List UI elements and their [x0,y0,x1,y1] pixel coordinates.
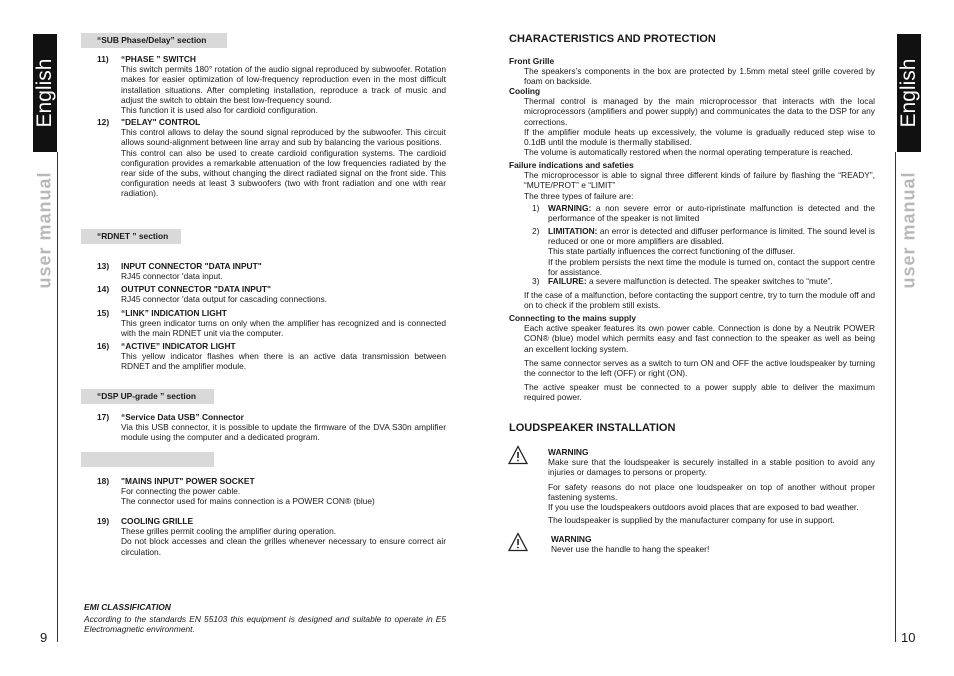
item-number: 15) [97,308,110,318]
warning-2-title: WARNING [551,534,592,544]
item-title: “Service Data USB” Connector [121,412,244,422]
cooling-text: Thermal control is managed by the main microprocessor that interacts with the local microprocessors (amplifiers and power supply) and communicates the data to the DSP for any corrections. [524,96,875,127]
characteristics-title: CHARACTERISTICS AND PROTECTION [509,33,716,45]
item-number: 18) [97,476,110,486]
warning-1-title: WARNING [548,447,589,457]
failure-desc: a severe malfunction is detected. The speaker switches to “mute”. [586,276,833,286]
failure-num: 1) [532,203,540,213]
item-number: 13) [97,261,110,271]
item-text: These grilles permit cooling the amplifier during operation. [121,526,337,537]
mains-text: Each active speaker features its own power cable. Connection is done by a Neutrik POWER CON® (blue) model which permits easy and fast connection to the speaker as well as being an excellent locking system. [524,323,875,354]
front-grille-title: Front Grille [509,56,555,66]
item-title: "DELAY" CONTROL [121,117,201,127]
failure-note [524,290,875,310]
item-text: The connector used for mains connection is a POWER CON® (blue) [121,496,375,507]
side-tab-title: English [897,58,920,128]
right-margin-rule [895,152,896,642]
section-dsp-upgrade: “DSP UP-grade ” section [81,389,214,404]
warning-1-text: For safety reasons do not place one loudspeaker on top of another without proper fastening systems. [548,481,875,502]
failure-desc: a non severe error or auto-ripristinate malfunction is detected and the performance of the speaker is not limited [548,203,875,224]
cooling-text: The volume is automatically restored when the normal operating temperature is reached. [524,147,853,158]
warning-2-block [551,534,875,554]
side-manual-label: user manual [898,171,919,289]
characteristics-section [509,34,875,44]
section-blank [81,452,214,467]
item-title: OUTPUT CONNECTOR "DATA INPUT" [121,284,271,294]
item-title: “PHASE ” SWITCH [121,54,196,64]
failure-label: LIMITATION: [548,226,598,236]
failure-item-3 [532,276,875,286]
failure-extra: If the problem persists the next time the module is turned on, contact the support centre for assistance. [548,256,875,277]
item-text: For connecting the power cable. [121,486,241,497]
emi-text: According to the standards EN 55103 this equipment is designed and suitable to operate in E5 Electromagnetic environment. [84,614,446,635]
item-title: INPUT CONNECTOR "DATA INPUT" [121,261,262,271]
section-sub-phase-delay: “SUB Phase/Delay” section [81,33,227,48]
front-grille-block [509,56,875,87]
section-rdnet: “RDNET ” section [81,229,181,244]
failure-label: FAILURE: [548,276,587,286]
side-tab-english-right [897,34,921,152]
failure-label: WARNING: [548,203,592,213]
failure-num: 3) [532,276,540,286]
page-number-left: 9 [40,630,48,645]
failure-note-text: If the case of a malfunction, before contacting the support centre, try to turn the module off and on to check if the problem still exists. [524,290,875,311]
emi-classification [84,602,446,635]
cooling-title: Cooling [509,86,541,96]
item-text: This control can also be used to create cardioid configuration systems. The cardioid configuration provides a remarkable attenuation of the low frequencies radiated by the rear side of the subs, without changing the direct radiated signal on the front side. This configuration needs at least 3 subwoofers (two with front radiation and one with rear radiation). [121,147,446,199]
warning-triangle-icon [508,445,528,465]
item-title: "MAINS INPUT" POWER SOCKET [121,476,255,486]
mains-block [509,313,875,403]
side-manual-label: user manual [34,171,55,289]
item-text: Via this USB connector, it is possible to update the firmware of the DVA S30n amplifier module using the computer and a dedicated program. [121,422,446,443]
warning-1-block [548,447,875,525]
side-user-manual-left [33,160,57,300]
mains-text: The active speaker must be connected to a power supply able to deliver the maximum required power. [524,382,875,403]
page-number-right: 10 [901,630,916,645]
warning-1-text: If you use the loudspeakers outdoors avoid places that are exposed to bad weather. [548,502,859,513]
cooling-block [509,86,875,157]
item-number: 12) [97,117,110,127]
item-title: “ACTIVE” INDICATOR LIGHT [121,341,236,351]
cooling-text: If the amplifier module heats up excessively, the volume is gradually reduced step wise to 0.1dB until the module is thermally stabilised. [524,126,875,148]
failure-item-2 [532,226,875,277]
failure-text: The three types of failure are: [524,190,634,201]
failure-num: 2) [532,226,540,236]
warning-1-text: The loudspeaker is supplied by the manufacturer company for use in support. [548,515,835,526]
left-margin-rule [57,152,58,642]
mains-text: The same connector serves as a switch to turn ON and OFF the active loudspeaker by turning the connector to the left (OFF) or right (ON). [524,357,875,379]
warning-2-text: Never use the handle to hang the speaker! [551,544,710,555]
item-text: This function it is used also for cardioid configuration. [121,105,318,116]
side-tab-title: English [33,58,56,128]
side-tab-english-left [33,34,57,152]
failure-desc: an error is detected and diffuser performance is limited. The sound level is reduced or one or more amplifiers are disabled. [548,226,875,247]
side-user-manual-right [897,160,921,300]
front-grille-text: The speakers’s components in the box are protected by 1.5mm metal steel grille covered by foam on backside. [524,66,875,87]
item-text: RJ45 connector 'data input. [121,271,223,282]
installation-title: LOUDSPEAKER INSTALLATION [509,422,676,434]
warning-1-text: Make sure that the loudspeaker is securely installed in a stable position to avoid any injuries or damages to persons or property. [548,457,875,478]
item-number: 17) [97,412,110,422]
warning-triangle-icon [508,532,528,552]
failure-text: The microprocessor is able to signal three different kinds of failure by flashing the “READY”, “MUTE/PROT” e “LIMIT” [524,170,875,191]
item-number: 16) [97,341,110,351]
item-text: This control allows to delay the sound signal reproduced by the subwoofer. This circuit allows sound-alignment between line array and sub by balancing the various positions. [121,127,446,148]
item-number: 19) [97,516,110,526]
item-number: 11) [97,54,109,64]
item-title: COOLING GRILLE [121,516,194,526]
item-number: 14) [97,284,110,294]
installation-section [509,423,875,433]
item-text: This yellow indicator flashes when there is an active data transmission between RDNET and the amplifier module. [121,351,446,372]
failure-extra: This state partially influences the correct functioning of the diffuser. [548,246,796,257]
item-text: This switch permits 180° rotation of the audio signal reproduced by subwoofer. Rotation makes for easier optimization of low-frequency reproduction even in the most difficult installation situations. After completing installation, reproduce a track of music and adjust the switch to obtain the best low-frequency sound. [121,64,446,105]
item-text: RJ45 connector 'data output for cascading connections. [121,294,327,305]
failure-title: Failure indications and safeties [509,160,634,170]
failure-item-1 [532,203,875,223]
mains-title: Connecting to the mains supply [509,313,637,323]
emi-title: EMI CLASSIFICATION [84,602,171,612]
item-text: Do not block accesses and clean the grilles whenever necessary to ensure correct air circulation. [121,536,446,557]
failure-block [509,160,875,201]
item-title: “LINK” INDICATION LIGHT [121,308,227,318]
item-text: This green indicator turns on only when the amplifier has recognized and is connected with the main RDNET unit via the computer. [121,318,446,339]
